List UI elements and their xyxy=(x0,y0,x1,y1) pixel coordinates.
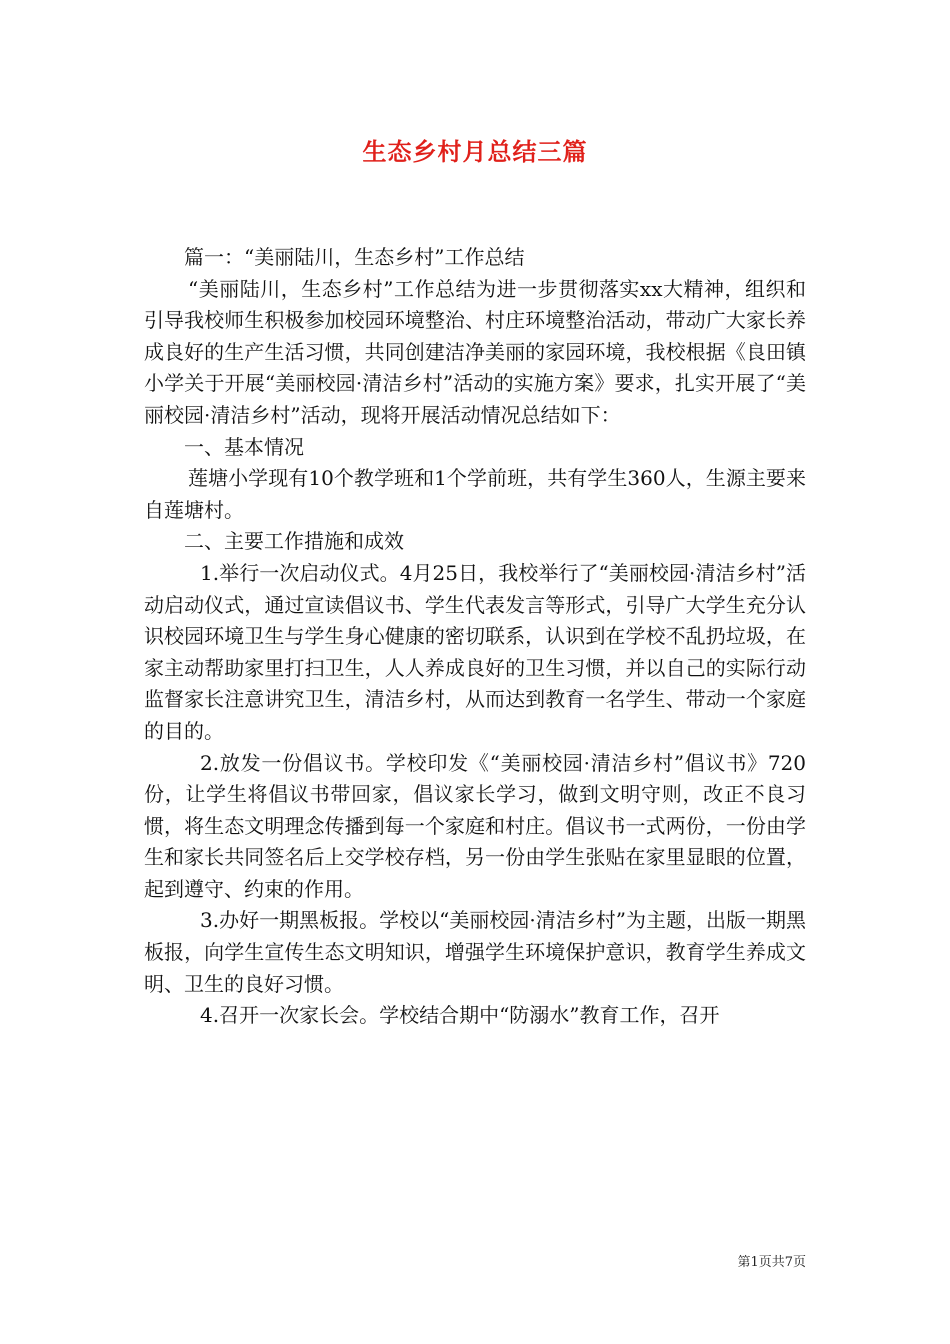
section-heading-measures: 二、主要工作措施和成效 xyxy=(184,529,404,554)
measure-paragraph-2: 2.放发一份倡议书。学校印发《“美丽校园·清洁乡村”倡议书》720份，让学生将倡议书带回家，倡议家长学习，做到文明守则，改正不良习惯，将生态文明理念传播到每一个家庭和村庄。倡议书一式两份，一份由学生和家长共同签名后上交学校存档，另一份由学生张贴在家里显眼的位置，起到遵守、约束的作用。 xyxy=(144,750,806,901)
measure-paragraph-1: 1.举行一次启动仪式。4月25日，我校举行了“美丽校园·清洁乡村”活动启动仪式，通过宣读倡议书、学生代表发言等形式，引导广大学生充分认识校园环境卫生与学生身心健康的密切联系，认识到在学校不乱扔垃圾，在家主动帮助家里打扫卫生，人人养成良好的卫生习惯，并以自己的实际行动监督家长注意讲究卫生，清洁乡村，从而达到教育一名学生、带动一个家庭的目的。 xyxy=(144,560,806,743)
page-number-footer: 第1页共7页 xyxy=(737,1255,806,1270)
document-body xyxy=(144,242,806,1032)
measure-paragraph-4: 4.召开一次家长会。学校结合期中“防溺水”教育工作，召开 xyxy=(200,1003,720,1028)
document-title: 生态乡村月总结三篇 xyxy=(362,138,588,166)
section-heading-basic-info: 一、基本情况 xyxy=(184,434,304,459)
intro-paragraph: “美丽陆川，生态乡村”工作总结为进一步贯彻落实xx大精神，组织和引导我校师生积极参加校园环境整治、村庄环境整治活动，带动广大家长养成良好的生产生活习惯，共同创建洁净美丽的家园环境，我校根据《良田镇小学关于开展“美丽校园·清洁乡村”活动的实施方案》要求，扎实开展了“美丽校园·清洁乡村”活动，现将开展活动情况总结如下： xyxy=(144,276,806,427)
measure-paragraph-3: 3.办好一期黑板报。学校以“美丽校园·清洁乡村”为主题，出版一期黑板报，向学生宣传生态文明知识，增强学生环境保护意识，教育学生养成文明、卫生的良好习惯。 xyxy=(144,908,806,996)
section-heading-part-one: 篇一：“美丽陆川，生态乡村”工作总结 xyxy=(184,245,525,269)
basic-info-paragraph: 莲塘小学现有10个教学班和1个学前班，共有学生360人，生源主要来自莲塘村。 xyxy=(144,466,806,522)
